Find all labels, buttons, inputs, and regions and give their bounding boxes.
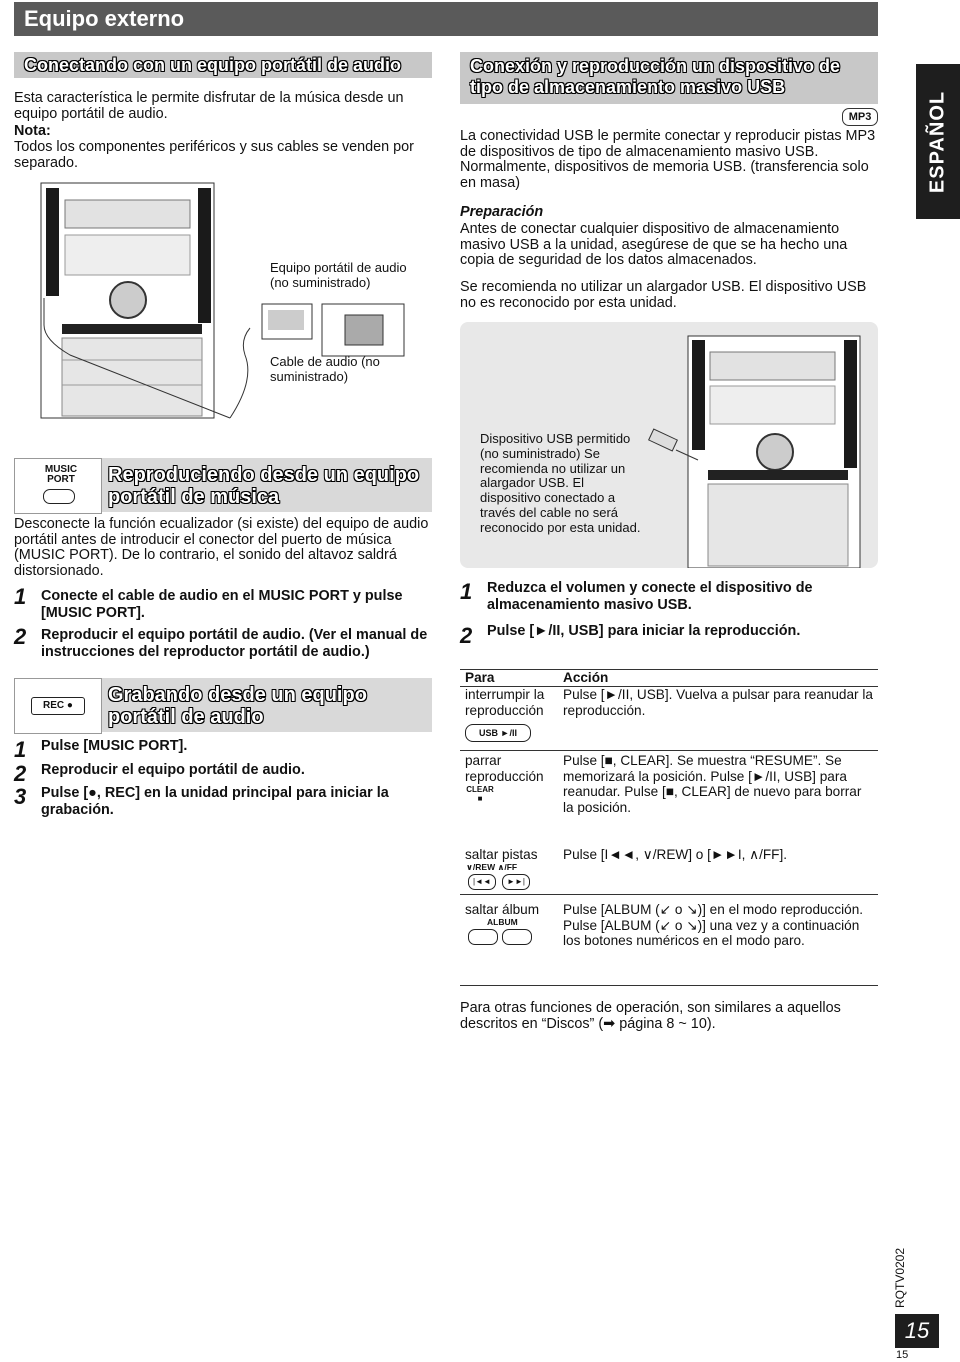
table-cell-para: parrar reproducción (465, 753, 544, 784)
step-text: Reproducir el equipo portátil de audio. (Ver el manual de instrucciones del reproductor portátil de audio.) (41, 627, 428, 660)
other-functions-note: Para otras funciones de operación, son similares a aquellos descritos en “Discos” (➡ página 8 ~ 10). (460, 1000, 841, 1032)
note-label: Nota: (14, 123, 51, 139)
table-cell-para: saltar pistas (465, 847, 538, 862)
section-title: Reproduciendo desde un equipo portátil de música (108, 464, 420, 508)
table-cell-para: interrumpir la reproducción (465, 687, 545, 718)
portable-device-label: Equipo portátil de audio (no suministrado) (270, 260, 407, 290)
usb-extension-warning: Se recomienda no utilizar un alargador USB. El dispositivo USB no es reconocido por esta unidad. (460, 279, 867, 311)
table-header-accion: Acción (563, 670, 609, 685)
step-number: 1 (460, 579, 473, 604)
page-title: Equipo externo (24, 6, 185, 31)
usb-play-pause-button-icon: USB ►/II (465, 724, 531, 742)
table-cell-accion: Pulse [►/II, USB]. Vuelva a pulsar para reanudar la reproducción. (563, 687, 873, 718)
skip-buttons-icon: ∨/REW ∧/FF (466, 862, 518, 872)
table-cell-para: saltar álbum (465, 902, 540, 917)
music-port-icon-box (14, 458, 102, 514)
usb-intro-text: La conectividad USB le permite conectar y reproducir pistas MP3 de dispositivos de tipo de almacenamiento masivo USB. Normalmente, dispositivos de memoria USB. (transferencia solo en masa) (460, 128, 876, 191)
step-number: 1 (14, 737, 27, 762)
step-text: Reduzca el volumen y conecte el dispositivo de almacenamiento masivo USB. (487, 580, 813, 613)
mp3-badge: MP3 (842, 108, 878, 126)
table-header-para: Para (465, 670, 495, 685)
music-port-button-icon (43, 489, 75, 504)
step-text: Reproducir el equipo portátil de audio. (41, 762, 305, 778)
step-number: 1 (14, 584, 27, 609)
clear-stop-button-icon (466, 785, 494, 803)
section-header-recording (14, 678, 432, 732)
step-number: 2 (460, 623, 473, 648)
album-down-icon (468, 929, 498, 945)
music-port-icon-label: MUSIC PORT (44, 464, 78, 485)
preparation-title: Preparación (460, 204, 544, 220)
step-number: 2 (14, 624, 27, 649)
table-cell-accion: Pulse [■, CLEAR]. Se muestra “RESUME”. Se memorizará la posición. Pulse [►/II, USB] para reanudar. Pulse [■, CLEAR] de nuevo para borrar la posición. (563, 753, 862, 815)
album-button-label: ALBUM (487, 917, 518, 927)
section-header-music-port (14, 458, 432, 512)
language-tab (916, 64, 960, 219)
section-title: Conexión y reproducción un dispositivo de tipo de almacenamiento masivo USB (470, 56, 841, 97)
rec-icon-label: REC ● (31, 697, 85, 715)
step-number: 2 (14, 761, 27, 786)
section-header-portable-audio (14, 52, 432, 78)
skip-forward-icon: ►►| (502, 874, 530, 890)
section-header-usb (460, 52, 878, 104)
note-text: Todos los componentes periféricos y sus cables se venden por separado. (14, 139, 414, 171)
clear-button-label: CLEAR ■ (466, 785, 494, 803)
preparation-text: Antes de conectar cualquier dispositivo de almacenamiento masivo USB a la unidad, asegúrese de que se ha hecho una copia de seguridad de los datos almacenados. (460, 221, 848, 269)
section-title: Conectando con un equipo portátil de audio (24, 55, 401, 75)
step-text: Conecte el cable de audio en el MUSIC PORT y pulse [MUSIC PORT]. (41, 588, 403, 621)
album-up-icon (502, 929, 532, 945)
table-cell-accion: Pulse [I◄◄, ∨/REW] o [►►I, ∧/FF]. (563, 847, 788, 862)
section-title: Grabando desde un equipo portátil de audio (108, 684, 367, 728)
skip-back-icon: |◄◄ (468, 874, 496, 890)
document-code: RQTV0202 (893, 1247, 907, 1309)
rec-icon-box (14, 678, 102, 734)
usb-device-caption: Dispositivo USB permitido (no suministrado) Se recomienda no utilizar un alargador USB. El dispositivo conectado a través del cable no será reconocido por esta unidad. (480, 431, 641, 535)
page-number-box: 15 (895, 1314, 939, 1348)
page-number-small: 15 (896, 1349, 909, 1361)
step-text: Pulse [●, REC] en la unidad principal para iniciar la grabación. (41, 785, 389, 818)
step-number: 3 (14, 784, 27, 809)
audio-cable-label: Cable de audio (no suministrado) (270, 354, 380, 384)
table-cell-accion: Pulse [ALBUM (↙ o ↘)] en el modo reproducción. Pulse [ALBUM (↙ o ↘)] una vez y a continuación los botones numéricos en el modo paro. (563, 902, 864, 949)
step-text: Pulse [►/II, USB] para iniciar la reproducción. (487, 623, 801, 639)
music-port-warning: Desconecte la función ecualizador (si existe) del equipo de audio portátil antes de introducir el conector del puerto de música (MUSIC PORT). De lo contrario, el sonido del altavoz saldrá distorsionado. (14, 516, 429, 579)
intro-text: Esta característica le permite disfrutar de la música desde un equipo portátil de audio. (14, 90, 404, 122)
language-label: ESPAÑOL (926, 90, 949, 193)
page-header (14, 2, 878, 36)
step-text: Pulse [MUSIC PORT]. (41, 738, 188, 754)
